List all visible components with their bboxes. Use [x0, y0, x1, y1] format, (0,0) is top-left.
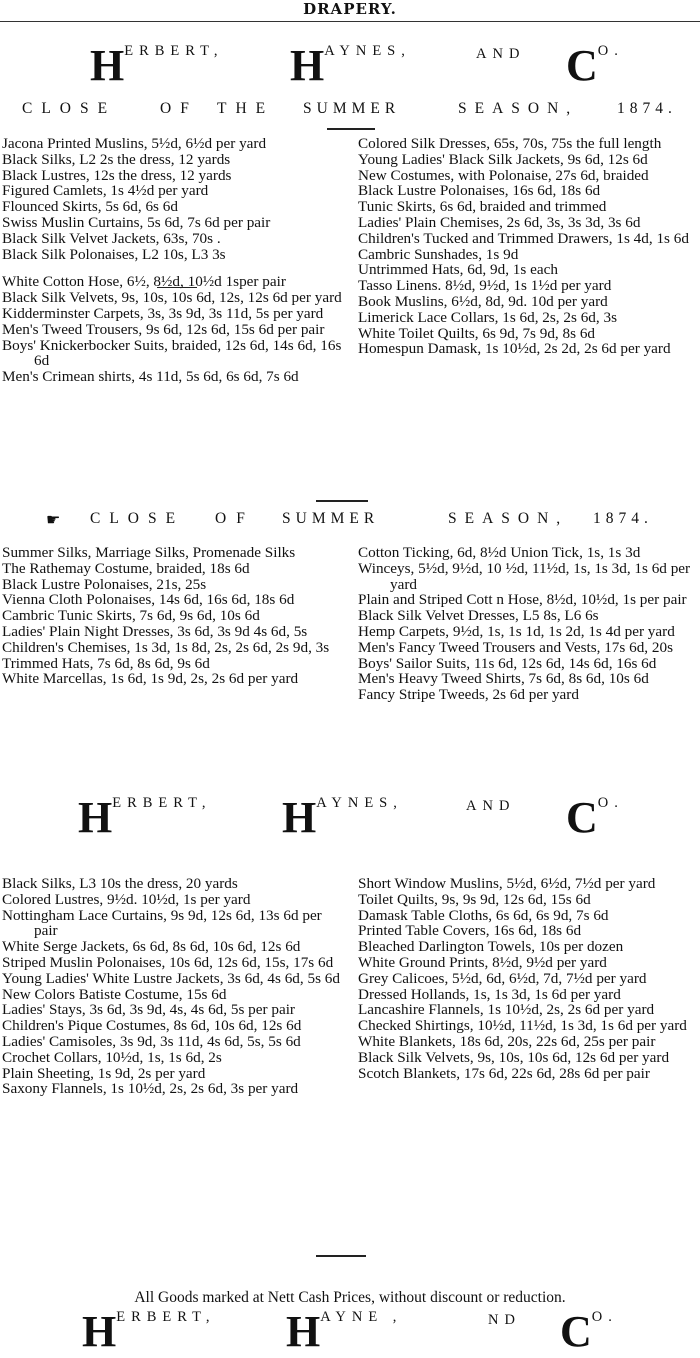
list-item: Men's Tweed Trousers, 9s 6d, 12s 6d, 15s 6d per pair [2, 320, 325, 338]
list-item: Men's Fancy Tweed Trousers and Vests, 17s 6d, 20s [358, 638, 673, 656]
firm-name-bottom [0, 1304, 700, 1354]
list-item: Men's Heavy Tweed Shirts, 7s 6d, 8s 6d, 10s 6d [358, 670, 649, 688]
list-item: New Colors Batiste Costume, 15s 6d [2, 985, 227, 1003]
list-item: Black Silk Velvet Jackets, 63s, 70s . [2, 229, 221, 247]
list-item: Black Silk Velvets, 9s, 10s, 10s 6d, 12s, 12s 6d per yard [2, 289, 342, 307]
list-item: Limerick Lace Collars, 1s 6d, 2s, 2s 6d, 3s [358, 308, 617, 326]
list-item: Black Lustre Polonaises, 16s 6d, 18s 6d [358, 182, 601, 200]
firm-word-and: ND [488, 1312, 521, 1328]
list-item: Plain Sheeting, 1s 9d, 2s per yard [2, 1064, 206, 1082]
list-item: Boys' Sailor Suits, 11s 6d, 12s 6d, 14s 6d, 16s 6d [358, 654, 657, 672]
section2-right-list [358, 545, 698, 703]
list-item: Tasso Linens. 8½d, 9½d, 1s 1½d per yard [358, 277, 612, 295]
list-item: Ladies' Plain Night Dresses, 3s 6d, 3s 9d 4s 6d, 5s [2, 622, 308, 640]
list-item: Trimmed Hats, 7s 6d, 8s 6d, 9s 6d [2, 654, 210, 672]
list-item: Tunic Skirts, 6s 6d, braided and trimmed [358, 198, 607, 216]
firm-word-herbert: HERBERT, [78, 793, 212, 842]
list-item: Hemp Carpets, 9½d, 1s, 1s 1d, 1s 2d, 1s 4d per yard [358, 622, 675, 640]
list-item: Striped Muslin Polonaises, 10s 6d, 12s 6d, 15s, 17s 6d [2, 953, 334, 971]
list-item: White Marcellas, 1s 6d, 1s 9d, 2s, 2s 6d per yard [2, 670, 299, 688]
pointing-hand-icon: ☛ [46, 512, 61, 529]
list-item: White Serge Jackets, 6s 6d, 8s 6d, 10s 6d, 12s 6d [2, 938, 301, 956]
list-item: Figured Camlets, 1s 4½d per yard [2, 182, 209, 200]
firm-name-top [0, 38, 700, 88]
list-item: White Cotton Hose, 6½, 8½d, 10½d 1sper pair [2, 273, 286, 291]
list-item: Children's Tucked and Trimmed Drawers, 1s 4d, 1s 6d [358, 229, 689, 247]
list-item: Young Ladies' Black Silk Jackets, 9s 6d, 12s 6d [358, 150, 648, 168]
column-short-rule [157, 287, 197, 288]
list-item: Black Silks, L2 2s the dress, 12 yards [2, 150, 231, 168]
list-item: Fancy Stripe Tweeds, 2s 6d per yard [358, 686, 579, 704]
page-heading: DRAPERY. [303, 0, 397, 18]
footer-note: All Goods marked at Nett Cash Prices, without discount or reduction. [134, 1289, 566, 1306]
list-item: Flounced Skirts, 5s 6d, 6s 6d [2, 198, 178, 216]
list-item: Ladies' Camisoles, 3s 9d, 3s 11d, 4s 6d, 5s, 5s 6d [2, 1032, 301, 1050]
list-item: Vienna Cloth Polonaises, 14s 6d, 16s 6d, 18s 6d [2, 591, 295, 609]
section3-left-list [2, 876, 342, 1097]
list-item: Black Silk Velvets, 9s, 10s, 10s 6d, 12s 6d per yard [358, 1048, 670, 1066]
season-line-2: ☛ CLOSE OF SUMMER SEASON, 1874. [46, 510, 653, 529]
list-item: Boys' Knickerbocker Suits, braided, 12s 6d, 14s 6d, 16s 6d [2, 336, 342, 370]
list-item: Swiss Muslin Curtains, 5s 6d, 7s 6d per pair [2, 213, 271, 231]
list-item: Colored Silk Dresses, 65s, 70s, 75s the full length [358, 135, 662, 152]
list-item: Cambric Tunic Skirts, 7s 6d, 9s 6d, 10s 6d [2, 607, 260, 625]
list-item: Untrimmed Hats, 6d, 9d, 1s each [358, 261, 558, 279]
firm-word-herbert: HERBERT, [90, 41, 224, 90]
section1-left-list [2, 136, 342, 385]
list-item: Young Ladies' White Lustre Jackets, 3s 6d, 4s 6d, 5s 6d [2, 969, 340, 987]
list-item: Dressed Hollands, 1s, 1s 3d, 1s 6d per yard [358, 985, 621, 1003]
list-item: Cambric Sunshades, 1s 9d [358, 245, 519, 263]
section1-right-list [358, 136, 698, 357]
list-item: Cotton Ticking, 6d, 8½d Union Tick, 1s, 1s 3d [358, 544, 641, 561]
list-item: Scotch Blankets, 17s 6d, 22s 6d, 28s 6d per pair [358, 1064, 650, 1082]
list-item: Bleached Darlington Towels, 10s per dozen [358, 938, 624, 956]
list-item: Checked Shirtings, 10½d, 11½d, 1s 3d, 1s 6d per yard [358, 1017, 687, 1035]
list-item: Grey Calicoes, 5½d, 6d, 6½d, 7d, 7½d per yard [358, 969, 647, 987]
list-item: Men's Crimean shirts, 4s 11d, 5s 6d, 6s 6d, 7s 6d [2, 368, 299, 386]
list-item: Ladies' Plain Chemises, 2s 6d, 3s, 3s 3d, 3s 6d [358, 213, 641, 231]
firm-word-co: CO. [566, 793, 624, 842]
list-item: Homespun Damask, 1s 10½d, 2s 2d, 2s 6d per yard [358, 340, 671, 358]
section2-left-list [2, 545, 342, 687]
season-line-1: CLOSE OF THE SUMMER SEASON, 1874. [22, 100, 677, 117]
list-item: Black Silk Polonaises, L2 10s, L3 3s [2, 245, 226, 263]
firm-word-and: AND [466, 798, 516, 814]
divider-rule-1 [327, 128, 375, 130]
list-item: Saxony Flannels, 1s 10½d, 2s, 2s 6d, 3s per yard [2, 1080, 299, 1098]
top-rule [0, 21, 700, 22]
section3-right-list [358, 876, 698, 1081]
firm-word-co: CO. [560, 1307, 618, 1356]
list-item: Printed Table Covers, 16s 6d, 18s 6d [358, 922, 582, 940]
list-item: Ladies' Stays, 3s 6d, 3s 9d, 4s, 4s 6d, 5s per pair [2, 1001, 295, 1019]
firm-name-middle [0, 790, 700, 840]
list-item: Colored Lustres, 9½d. 10½d, 1s per yard [2, 890, 251, 908]
firm-word-haynes: HAYNES, [282, 793, 403, 842]
list-item: White Blankets, 18s 6d, 20s, 22s 6d, 25s per pair [358, 1032, 656, 1050]
list-item: Short Window Muslins, 5½d, 6½d, 7½d per yard [358, 875, 656, 892]
list-item: Crochet Collars, 10½d, 1s, 1s 6d, 2s [2, 1048, 222, 1066]
firm-word-haynes: HAYNE , [286, 1307, 403, 1356]
list-item: Nottingham Lace Curtains, 9s 9d, 12s 6d, 13s 6d per pair [2, 906, 322, 940]
list-item: Book Muslins, 6½d, 8d, 9d. 10d per yard [358, 292, 608, 310]
list-item: Black Lustre Polonaises, 21s, 25s [2, 575, 207, 593]
list-item: White Ground Prints, 8½d, 9½d per yard [358, 953, 607, 971]
list-item: Lancashire Flannels, 1s 10½d, 2s, 2s 6d per yard [358, 1001, 655, 1019]
firm-word-co: CO. [566, 41, 624, 90]
divider-rule-3 [316, 1255, 366, 1257]
list-item: The Rathemay Costume, braided, 18s 6d [2, 559, 250, 577]
list-item: Black Lustres, 12s the dress, 12 yards [2, 166, 232, 184]
list-item: Children's Pique Costumes, 8s 6d, 10s 6d, 12s 6d [2, 1017, 302, 1035]
list-item: Winceys, 5½d, 9½d, 10 ½d, 11½d, 1s, 1s 3d, 1s 6d per yard [358, 559, 691, 593]
list-item: Toilet Quilts, 9s, 9s 9d, 12s 6d, 15s 6d [358, 890, 591, 908]
list-item: Black Silk Velvet Dresses, L5 8s, L6 6s [358, 607, 599, 625]
list-item: New Costumes, with Polonaise, 27s 6d, braided [358, 166, 649, 184]
firm-word-haynes: HAYNES, [290, 41, 411, 90]
list-item: Summer Silks, Marriage Silks, Promenade Silks [2, 544, 296, 561]
list-item: Black Silks, L3 10s the dress, 20 yards [2, 875, 238, 892]
list-item: Jacona Printed Muslins, 5½d, 6½d per yard [2, 135, 267, 152]
list-item: Damask Table Cloths, 6s 6d, 6s 9d, 7s 6d [358, 906, 609, 924]
firm-word-and: AND [476, 46, 526, 62]
list-item: Kidderminster Carpets, 3s, 3s 9d, 3s 11d, 5s per yard [2, 304, 324, 322]
list-item: Children's Chemises, 1s 3d, 1s 8d, 2s, 2s 6d, 2s 9d, 3s [2, 638, 330, 656]
list-item: White Toilet Quilts, 6s 9d, 7s 9d, 8s 6d [358, 324, 596, 342]
firm-word-herbert: HERBERT, [82, 1307, 216, 1356]
divider-rule-2 [316, 500, 368, 502]
list-item: Plain and Striped Cott n Hose, 8½d, 10½d, 1s per pair [358, 591, 687, 609]
